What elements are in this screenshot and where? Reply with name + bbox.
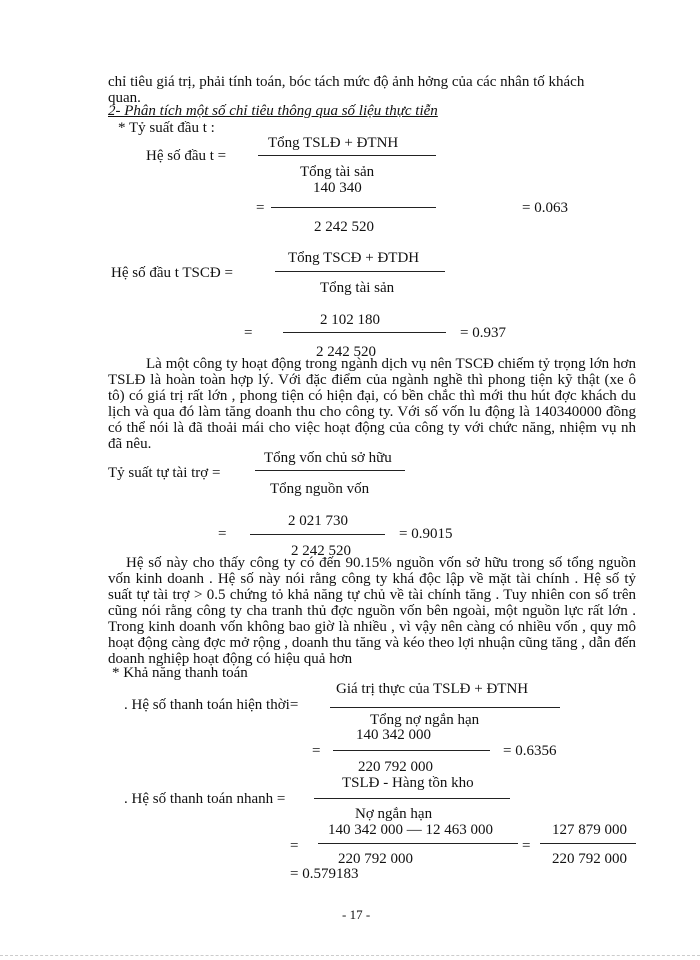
formula-label: Tỷ suất tự tài trợ = — [108, 465, 221, 481]
value-denominator: 220 792 000 — [358, 759, 433, 775]
value-denominator: 220 792 000 — [338, 851, 413, 867]
result-value: = 0.579183 — [290, 866, 359, 882]
page-bottom-rule — [0, 955, 700, 956]
formula-denominator: Nợ ngắn hạn — [355, 806, 433, 822]
fraction-bar — [258, 155, 436, 156]
intro-line-1: chỉ tiêu giá trị, phải tính toán, bóc tách mức độ ảnh hởng của các nhân tố khách — [108, 74, 585, 90]
value-numerator: 2 021 730 — [288, 513, 348, 529]
section-heading: 2- Phân tích một số chỉ tiêu thông qua số liệu thực tiễn — [108, 103, 438, 119]
intro-line-2: quan. — [108, 90, 141, 106]
value-numerator: 140 342 000 — [356, 727, 431, 743]
result-value: = 0.063 — [522, 200, 568, 216]
analysis-paragraph: Là một công ty hoạt động trong ngành dịch vụ nên TSCĐ chiếm tỷ trọng lớn hơn TSLĐ là hoàn toàn hợp lý. Với đặc điểm của ngành nghề thì phong tiện kỹ thật (xe ô tô) có giá trị rất lớn , phong tiện có hiện đại, có bền chắc thì mới thu hút đợc khách du lịch và qua đó làm tăng doanh thu cho công ty. Với số vốn lu động là 140340000 đồng có thể nói là đã thoải mái cho việc hoạt động của công ty với chức năng, nhiệm vụ nh đã nêu. — [108, 356, 636, 452]
fraction-bar — [318, 843, 518, 844]
formula-numerator: Giá trị thực của TSLĐ + ĐTNH — [336, 681, 529, 697]
fraction-bar — [314, 798, 510, 799]
formula-denominator: Tổng nguồn vốn — [270, 481, 370, 497]
equals-sign: = — [244, 325, 253, 341]
value-denominator: 2 242 520 — [314, 219, 374, 235]
equals-sign: = — [256, 200, 265, 216]
value-numerator: 140 342 000 — 12 463 000 — [328, 822, 493, 838]
formula-numerator: Tổng vốn chủ sở hữu — [264, 450, 392, 466]
analysis-paragraph: Hệ số này cho thấy công ty có đến 90.15% nguồn vốn sở hữu trong số tổng nguồn vốn kinh doanh . Hệ số này nói rằng công ty khá độc lập về mặt tài chính . Hệ số tỷ suất tự tài trợ > 0.5 chứng tỏ khả năng tự chủ về tài chính tăng . Tuy nhiên con số trên cũng nói rằng công ty cha tranh thủ đợc nguồn vốn bên ngoài, một nguồn lực rất lớn . Trong kinh doanh vốn không bao giờ là nhiều , vì vậy nên càng có nhiều vốn , quy mô hoạt động càng đợc mở rộng , doanh thu tăng và kéo theo lợi nhuận cũng tăng , dẫn đến doanh nghiệp hoạt động có hiệu quả hơn — [108, 555, 636, 667]
value-numerator: 140 340 — [313, 180, 362, 196]
value-denominator: 2 242 520 — [291, 543, 351, 559]
fraction-bar — [275, 271, 445, 272]
value-numerator: 127 879 000 — [552, 822, 627, 838]
formula-label: . Hệ số thanh toán hiện thời= — [124, 697, 299, 713]
value-denominator: 220 792 000 — [552, 851, 627, 867]
fraction-bar — [330, 707, 560, 708]
fraction-bar — [255, 470, 405, 471]
fraction-bar — [333, 750, 490, 751]
fraction-bar — [540, 843, 636, 844]
solvency-bullet: * Khả năng thanh toán — [112, 665, 248, 681]
fraction-bar — [250, 534, 385, 535]
formula-denominator: Tổng tài sản — [300, 164, 375, 180]
page-number: - 17 - — [342, 907, 371, 922]
equals-sign: = — [522, 838, 531, 854]
result-value: = 0.9015 — [399, 526, 453, 542]
formula-denominator: Tổng tài sản — [320, 280, 395, 296]
formula-denominator: Tổng nợ ngắn hạn — [370, 712, 480, 728]
fraction-bar — [271, 207, 436, 208]
result-value: = 0.6356 — [503, 743, 557, 759]
formula-label: Hệ số đầu t = — [146, 148, 227, 164]
formula-label: Hệ số đầu t TSCĐ = — [111, 265, 233, 281]
equals-sign: = — [312, 743, 321, 759]
formula-numerator: Tổng TSLĐ + ĐTNH — [268, 135, 399, 151]
result-value: = 0.937 — [460, 325, 506, 341]
formula-label: . Hệ số thanh toán nhanh = — [124, 791, 286, 807]
formula-numerator: TSLĐ - Hàng tồn kho — [342, 775, 474, 791]
equals-sign: = — [218, 526, 227, 542]
formula-numerator: Tổng TSCĐ + ĐTDH — [288, 250, 420, 266]
fraction-bar — [283, 332, 446, 333]
equals-sign: = — [290, 838, 299, 854]
value-denominator: 2 242 520 — [316, 344, 376, 360]
value-numerator: 2 102 180 — [320, 312, 380, 328]
investment-ratio-bullet: * Tỷ suất đầu t : — [118, 120, 215, 136]
